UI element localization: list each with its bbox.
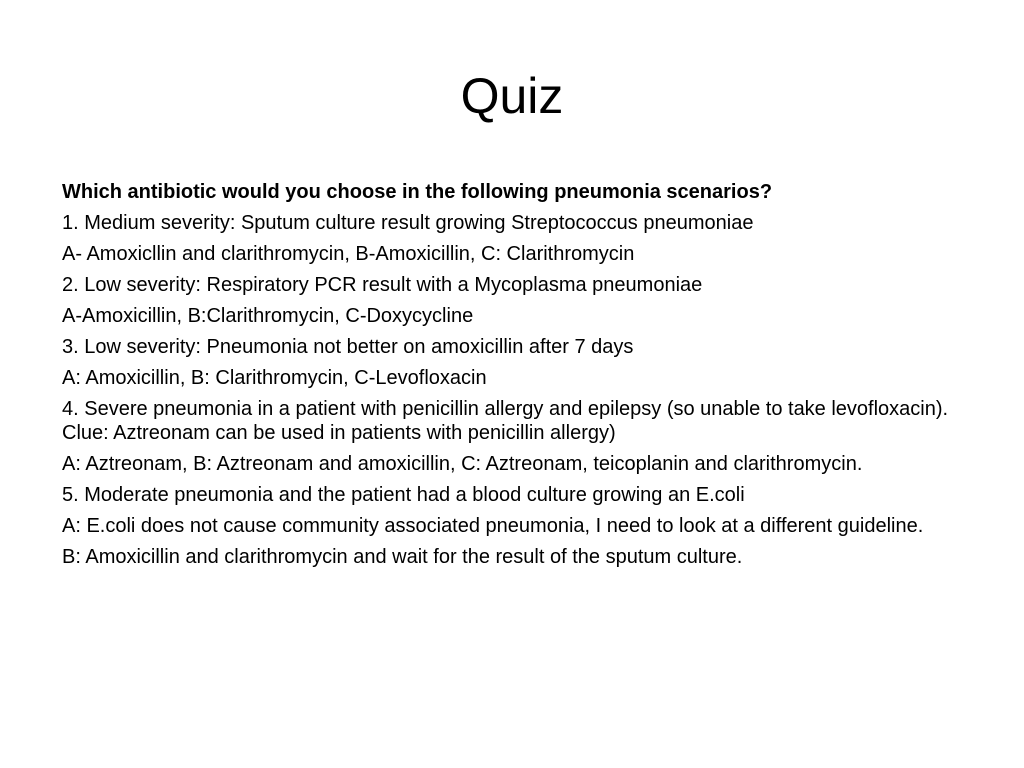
answer-options-1: A- Amoxicllin and clarithromycin, B-Amoxicillin, C: Clarithromycin	[62, 243, 635, 265]
answer-options-4: A: Aztreonam, B: Aztreonam and amoxicillin, C: Aztreonam, teicoplanin and clarithromycin.	[62, 453, 863, 475]
answer-option-5a: A: E.coli does not cause community associated pneumonia, I need to look at a different guideline.	[62, 515, 924, 537]
answer-option-5b: B: Amoxicillin and clarithromycin and wait for the result of the sputum culture.	[62, 546, 743, 568]
slide-title: Quiz	[460, 68, 564, 124]
scenario-3: 3. Low severity: Pneumonia not better on amoxicillin after 7 days	[62, 336, 634, 358]
slide-body	[62, 180, 972, 576]
scenario-2: 2. Low severity: Respiratory PCR result with a Mycoplasma pneumoniae	[62, 274, 703, 296]
quiz-question: Which antibiotic would you choose in the following pneumonia scenarios?	[62, 181, 773, 203]
scenario-4: 4. Severe pneumonia in a patient with penicillin allergy and epilepsy (so unable to take levofloxacin). Clue: Aztreonam can be used in patients with penicillin allergy)	[62, 398, 949, 444]
scenario-1: 1. Medium severity: Sputum culture result growing Streptococcus pneumoniae	[62, 212, 754, 234]
answer-options-3: A: Amoxicillin, B: Clarithromycin, C-Levofloxacin	[62, 367, 487, 389]
scenario-5: 5. Moderate pneumonia and the patient had a blood culture growing an E.coli	[62, 484, 745, 506]
answer-options-2: A-Amoxicillin, B:Clarithromycin, C-Doxycycline	[62, 305, 474, 327]
